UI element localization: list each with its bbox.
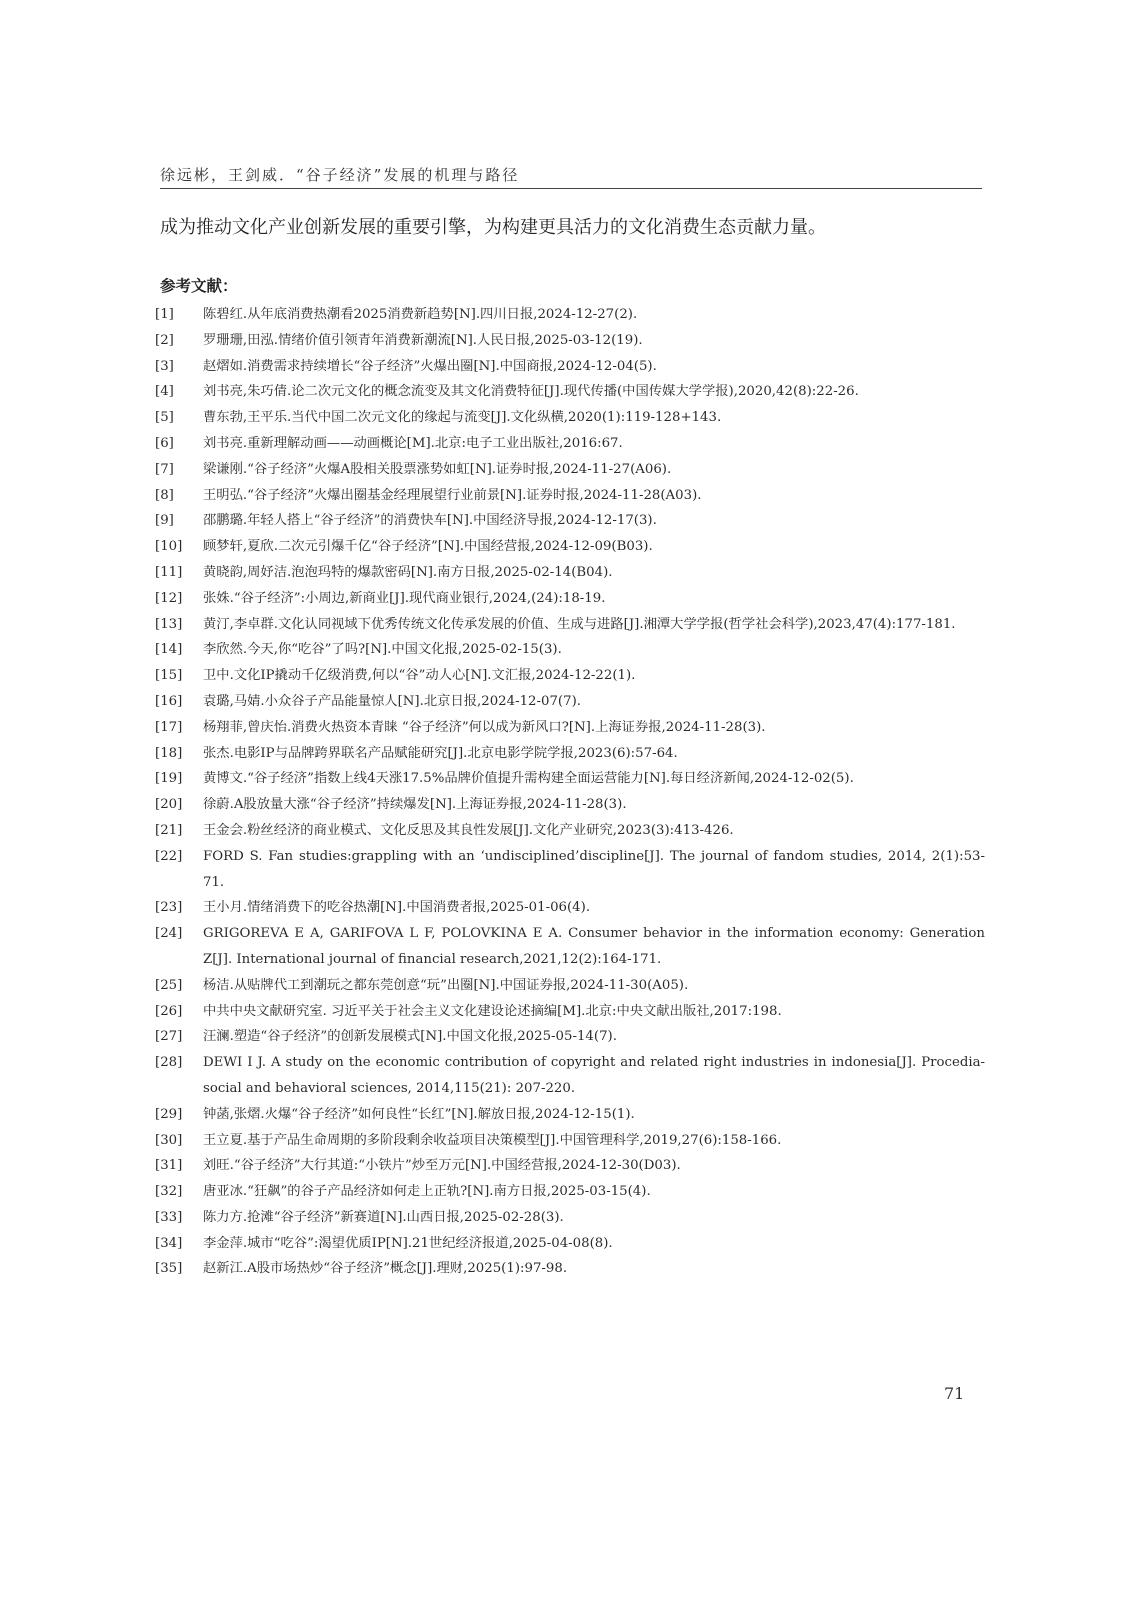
reference-text: 罗珊珊,田泓.情绪价值引领青年消费新潮流[N].人民日报,2025-03-12(19). (203, 332, 643, 348)
reference-text: 李欣然.今天,你“吃谷”了吗?[N].中国文化报,2025-02-15(3). (203, 642, 562, 658)
reference-text: GRIGOREVA E A, GARIFOVA L F, POLOVKINA E A. Consumer behavior in the information economy: Generation Z[J]. International journal of financial research,2021,12(2):164-171. (203, 926, 985, 967)
reference-number: [35] (155, 1261, 183, 1277)
reference-number: [6] (155, 435, 174, 451)
reference-item (155, 1231, 985, 1257)
reference-number: [26] (155, 1003, 183, 1019)
reference-text: DEWI I J. A study on the economic contribution of copyright and related right industries in indonesia[J]. Procedia-social and behavioral sciences, 2014,115(21): 207-220. (203, 1055, 985, 1096)
reference-item (155, 1024, 985, 1050)
reference-text: 刘书亮,朱巧倩.论二次元文化的概念流变及其文化消费特征[J].现代传播(中国传媒大学学报),2020,42(8):22-26. (203, 384, 859, 400)
reference-number: [3] (155, 358, 174, 374)
reference-item (155, 999, 985, 1025)
reference-text: 顾梦轩,夏欣.二次元引爆千亿“谷子经济”[N].中国经营报,2024-12-09(B03). (203, 539, 653, 555)
reference-item (155, 1153, 985, 1179)
reference-number: [8] (155, 487, 174, 503)
reference-text: 曹东勃,王平乐.当代中国二次元文化的缘起与流变[J].文化纵横,2020(1):119-128+143. (203, 410, 722, 426)
reference-text: 张姝.“谷子经济”:小周边,新商业[J].现代商业银行,2024,(24):18-19. (203, 590, 606, 606)
reference-number: [29] (155, 1106, 183, 1122)
reference-number: [21] (155, 822, 183, 838)
reference-item (155, 637, 985, 663)
reference-text: 徐蔚.A股放量大涨“谷子经济”持续爆发[N].上海证券报,2024-11-28(3). (203, 797, 627, 813)
reference-number: [20] (155, 797, 183, 813)
reference-item (155, 1256, 985, 1282)
reference-text: 袁璐,马婧.小众谷子产品能量惊人[N].北京日报,2024-12-07(7). (203, 693, 581, 709)
page-number: 71 (944, 1384, 965, 1403)
reference-text: 李金萍.城市“吃谷”:渴望优质IP[N].21世纪经济报道,2025-04-08(8). (203, 1235, 613, 1251)
reference-number: [24] (155, 926, 183, 942)
reference-text: 赵新江.A股市场热炒“谷子经济”概念[J].理财,2025(1):97-98. (203, 1261, 568, 1277)
reference-text: 王立夏.基于产品生命周期的多阶段剩余收益项目决策模型[J].中国管理科学,2019,27(6):158-166. (203, 1132, 782, 1148)
reference-list (155, 302, 985, 1282)
reference-text: 刘旺.“谷子经济”大行其道:“小铁片”炒至万元[N].中国经营报,2024-12-30(D03). (203, 1158, 681, 1174)
reference-item (155, 560, 985, 586)
reference-item (155, 612, 985, 638)
reference-item (155, 895, 985, 921)
reference-text: 王金会.粉丝经济的商业模式、文化反思及其良性发展[J].文化产业研究,2023(3):413-426. (203, 822, 734, 838)
reference-text: 黄博文.“谷子经济”指数上线4天涨17.5%品牌价值提升需构建全面运营能力[N].每日经济新闻,2024-12-02(5). (203, 771, 854, 787)
reference-text: 汪澜.塑造“谷子经济”的创新发展模式[N].中国文化报,2025-05-14(7). (203, 1029, 617, 1045)
reference-item (155, 1205, 985, 1231)
reference-text: 梁谦刚.“谷子经济”火爆A股相关股票涨势如虹[N].证券时报,2024-11-27(A06). (203, 461, 672, 477)
reference-number: [12] (155, 590, 183, 606)
header-rule (160, 188, 982, 189)
reference-item (155, 818, 985, 844)
reference-text: 王小月.情绪消费下的吃谷热潮[N].中国消费者报,2025-01-06(4). (203, 900, 591, 916)
reference-number: [2] (155, 332, 174, 348)
reference-number: [32] (155, 1184, 183, 1200)
reference-number: [1] (155, 307, 174, 322)
reference-number: [15] (155, 668, 183, 684)
reference-text: 中共中央文献研究室. 习近平关于社会主义文化建设论述摘编[M].北京:中央文献出版社,2017:198. (203, 1003, 782, 1019)
reference-text: 钟菡,张熠.火爆“谷子经济”如何良性“长红”[N].解放日报,2024-12-15(1). (203, 1106, 635, 1122)
reference-number: [28] (155, 1055, 183, 1071)
reference-item (155, 405, 985, 431)
reference-item (155, 741, 985, 767)
reference-text: 杨翔菲,曾庆怡.消费火热资本青睐 “谷子经济”何以成为新风口?[N].上海证券报,2024-11-28(3). (203, 719, 766, 735)
reference-text: 黄汀,李卓群.文化认同视域下优秀传统文化传承发展的价值、生成与进路[J].湘潭大学学报(哲学社会科学),2023,47(4):177-181. (203, 616, 956, 632)
reference-number: [9] (155, 513, 174, 529)
reference-item (155, 973, 985, 999)
reference-text: FORD S. Fan studies:grappling with an ‘undisciplined’discipline[J]. The journal of fandom studies, 2014, 2(1):53-71. (203, 848, 985, 890)
reference-item (155, 328, 985, 354)
reference-text: 唐亚冰.“狂飙”的谷子产品经济如何走上正轨?[N].南方日报,2025-03-15(4). (203, 1184, 651, 1200)
reference-number: [14] (155, 642, 183, 658)
reference-item (155, 431, 985, 457)
reference-text: 杨洁.从贴牌代工到潮玩之都东莞创意“玩”出圈[N].中国证券报,2024-11-30(A05). (203, 977, 689, 993)
reference-number: [10] (155, 539, 183, 555)
reference-number: [22] (155, 848, 183, 864)
reference-text: 王明弘.“谷子经济”火爆出圈基金经理展望行业前景[N].证券时报,2024-11-28(A03). (203, 487, 702, 503)
reference-item (155, 534, 985, 560)
reference-item (155, 689, 985, 715)
reference-number: [23] (155, 900, 183, 916)
reference-item (155, 663, 985, 689)
reference-text: 黄晓韵,周妤洁.泡泡玛特的爆款密码[N].南方日报,2025-02-14(B04). (203, 564, 613, 580)
reference-number: [25] (155, 977, 183, 993)
running-head: 徐远彬，王剑威．“谷子经济”发展的机理与路径 (160, 166, 520, 184)
reference-number: [27] (155, 1029, 183, 1045)
reference-item (155, 715, 985, 741)
body-paragraph: 成为推动文化产业创新发展的重要引擎，为构建更具活力的文化消费生态贡献力量。 (160, 217, 826, 238)
reference-item (155, 354, 985, 380)
reference-item (155, 483, 985, 509)
reference-number: [30] (155, 1132, 183, 1148)
reference-text: 刘书亮.重新理解动画——动画概论[M].北京:电子工业出版社,2016:67. (203, 435, 623, 451)
reference-item (155, 844, 985, 896)
reference-item (155, 1050, 985, 1102)
reference-item (155, 586, 985, 612)
reference-text: 卫中.文化IP撬动千亿级消费,何以“谷”动人心[N].文汇报,2024-12-22(1). (203, 668, 636, 684)
reference-text: 张杰.电影IP与品牌跨界联名产品赋能研究[J].北京电影学院学报,2023(6):57-64. (203, 745, 678, 761)
reference-item (155, 921, 985, 973)
reference-number: [5] (155, 410, 174, 426)
reference-number: [11] (155, 564, 183, 580)
reference-text: 赵熠如.消费需求持续增长“谷子经济”火爆出圈[N].中国商报,2024-12-04(5). (203, 358, 657, 374)
reference-item (155, 457, 985, 483)
reference-item (155, 379, 985, 405)
reference-item (155, 302, 985, 328)
reference-item (155, 1179, 985, 1205)
reference-item (155, 1102, 985, 1128)
reference-text: 邵鹏璐.年轻人搭上“谷子经济”的消费快车[N].中国经济导报,2024-12-17(3). (203, 513, 657, 529)
reference-number: [33] (155, 1209, 183, 1225)
references-heading: 参考文献： (160, 277, 238, 295)
reference-number: [18] (155, 745, 183, 761)
reference-number: [13] (155, 616, 183, 632)
reference-text: 陈力方.抢滩“谷子经济”新赛道[N].山西日报,2025-02-28(3). (203, 1209, 564, 1225)
reference-item (155, 1128, 985, 1154)
reference-number: [19] (155, 771, 183, 787)
reference-number: [16] (155, 693, 183, 709)
reference-item (155, 766, 985, 792)
reference-item (155, 792, 985, 818)
reference-number: [7] (155, 461, 174, 477)
reference-text: 陈碧红.从年底消费热潮看2025消费新趋势[N].四川日报,2024-12-27(2). (203, 307, 638, 322)
reference-number: [4] (155, 384, 174, 400)
reference-item (155, 508, 985, 534)
reference-number: [17] (155, 719, 183, 735)
reference-number: [34] (155, 1235, 183, 1251)
reference-number: [31] (155, 1158, 183, 1174)
